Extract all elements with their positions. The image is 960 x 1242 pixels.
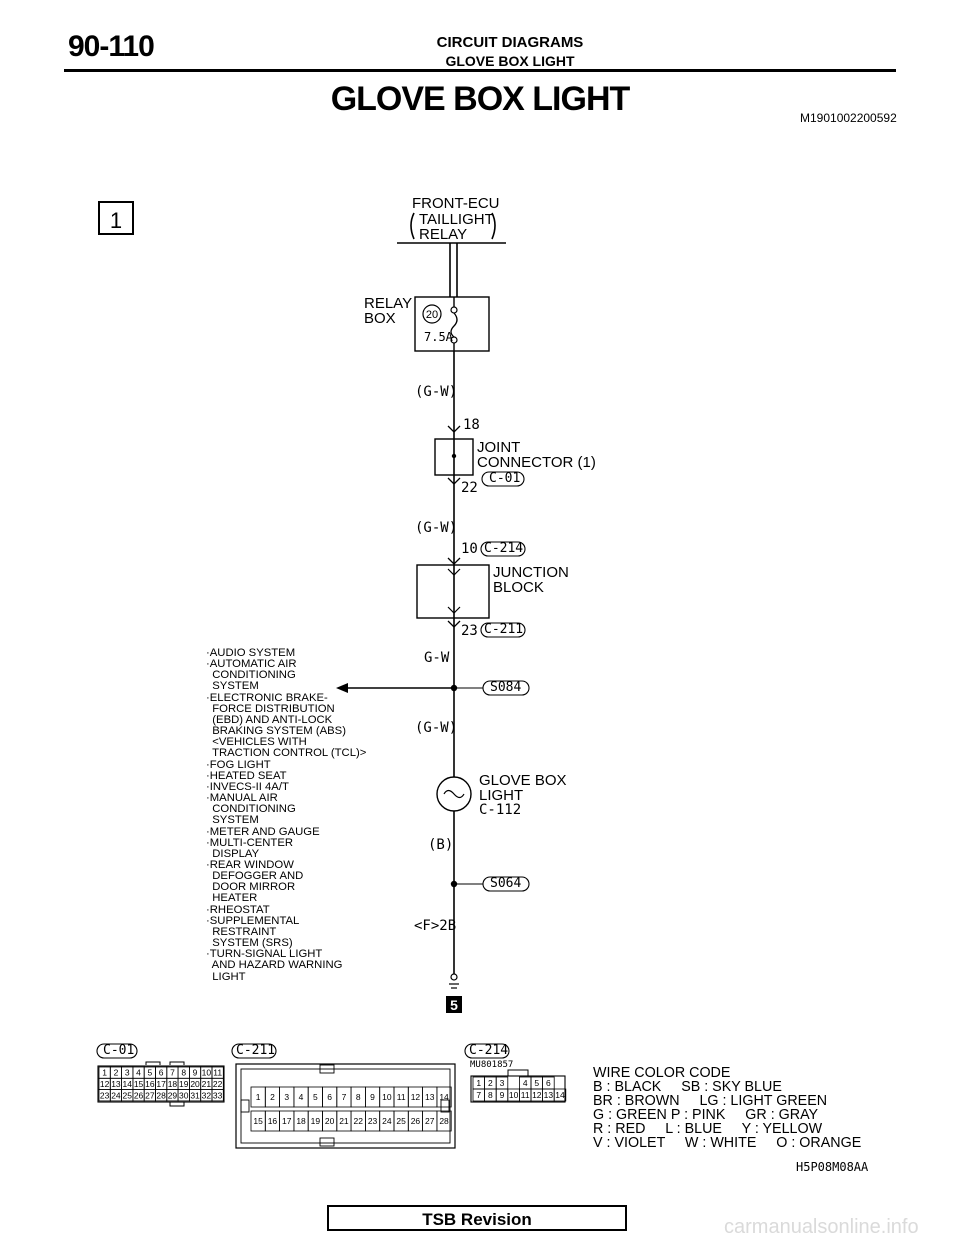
wire-color-code-title: WIRE COLOR CODE <box>593 1065 731 1081</box>
relay-box-label: RELAY BOX <box>364 295 413 327</box>
connector-pin-number: 2 <box>113 1067 119 1078</box>
connected-systems-list: ·AUDIO SYSTEM ·AUTOMATIC AIR CONDITIONING SYSTEM ·ELECTRONIC BRAKE- FORCE DISTRIBUTION (EBD) AND ANTI-LOCK BRAKING SYSTEM (ABS) <VEHICLES WITH TRACTION CONTROL (TCL)> ·FOG LIGHT ·HEATED SEAT ·INVECS-II 4A/T ·MANUAL AIR CONDITIONING SYSTEM ·METER AND GAUGE ·MULTI-CENTER DISPLAY ·REAR WINDOW DEFOGGER AND DOOR MIRROR HEATER ·RHEOSTAT ·SUPPLEMENTAL RESTRAINT SYSTEM (SRS) ·TURN-SIGNAL LIGHT AND HAZARD WARNING LIGHT <box>206 647 367 983</box>
connector-pin-number: 10 <box>201 1067 212 1078</box>
c01-connector-face <box>98 1062 224 1106</box>
wire-color-2: (G-W) <box>415 520 458 536</box>
connector-pin-number: 23 <box>99 1090 110 1101</box>
splice-s084-tag: S084 <box>490 680 522 695</box>
document-id: M1901002200592 <box>800 111 897 125</box>
conn-c214-tag: C-214 <box>484 541 524 556</box>
c01-top-key <box>146 1062 160 1065</box>
connector-pin-number: 5 <box>312 1092 318 1103</box>
wire-color-line: V : VIOLET W : WHITE O : ORANGE <box>593 1135 862 1151</box>
connector-pin-number: 9 <box>370 1092 375 1103</box>
connector-pin-number: 20 <box>190 1079 200 1090</box>
c211-latch-left <box>241 1100 249 1112</box>
connector-pin-number: 12 <box>532 1090 542 1101</box>
connector-pin-number: 8 <box>355 1092 361 1103</box>
connector-pin-number: 29 <box>167 1090 178 1101</box>
c211-body <box>236 1064 455 1148</box>
tsb-revision: TSB Revision <box>327 1205 627 1231</box>
wire-color-line: BR : BROWN LG : LIGHT GREEN <box>593 1093 828 1109</box>
c211-connector-face <box>236 1064 455 1148</box>
front-ecu-sub-label: TAILLIGHT RELAY <box>419 211 494 243</box>
connector-pin-number: 4 <box>136 1067 141 1078</box>
connector-pin-number: 19 <box>310 1116 321 1127</box>
ground-reference: <F>2B <box>414 918 457 934</box>
connector-pin-number: 17 <box>156 1079 166 1090</box>
connector-pin-number: 9 <box>499 1090 505 1101</box>
connector-pin-number: 31 <box>190 1090 200 1101</box>
connector-pin-number: 6 <box>158 1067 164 1078</box>
connector-pin-number: 20 <box>324 1116 335 1127</box>
connector-pin-number: 30 <box>179 1090 189 1101</box>
conn-c211-tag: C-211 <box>484 622 524 637</box>
subsection-title: GLOVE BOX LIGHT <box>445 53 575 69</box>
c01-bottom-key <box>170 1102 184 1106</box>
glove-box-light-connector: C-112 <box>479 802 522 818</box>
page-number: 90-110 <box>68 30 154 63</box>
connector-pin-number: 32 <box>201 1090 212 1101</box>
wire-color-4: (G-W) <box>415 720 458 736</box>
pin-22: 22 <box>461 480 478 496</box>
connector-pin-number: 6 <box>327 1092 333 1103</box>
connector-pin-number: 15 <box>133 1079 144 1090</box>
junction-block-label: JUNCTION BLOCK <box>493 564 569 596</box>
c211-connector-label: C-211 <box>236 1043 276 1058</box>
wire-color-line: B : BLACK SB : SKY BLUE <box>593 1079 782 1095</box>
wire-color-5: (B) <box>428 837 454 853</box>
ground-box-number: 5 <box>450 997 458 1013</box>
pin-10: 10 <box>461 541 478 557</box>
connector-pin-number: 18 <box>296 1116 306 1127</box>
connector-pin-number: 25 <box>122 1090 132 1101</box>
joint-connector-label: JOINT CONNECTOR (1) <box>477 439 596 471</box>
connector-pin-number: 9 <box>192 1067 198 1078</box>
connector-pin-number: 7 <box>476 1090 482 1101</box>
connector-pin-number: 13 <box>111 1079 121 1090</box>
connector-pin-number: 21 <box>339 1116 349 1127</box>
connector-pin-number: 6 <box>546 1078 551 1089</box>
connector-pin-number: 10 <box>382 1092 392 1103</box>
connector-pin-number: 12 <box>410 1092 421 1103</box>
wire-color-line: R : RED L : BLUE Y : YELLOW <box>593 1121 823 1137</box>
connector-pin-number: 1 <box>476 1078 482 1089</box>
connector-pin-number: 21 <box>201 1079 212 1090</box>
fuse-terminal-top <box>451 307 457 313</box>
section-title: CIRCUIT DIAGRAMS <box>436 34 584 51</box>
splice-s084-node <box>451 685 457 691</box>
connector-pin-number: 28 <box>439 1116 449 1127</box>
conn-c01-tag: C-01 <box>489 471 521 486</box>
splice-s064-node <box>451 881 457 887</box>
connector-pin-number: 26 <box>410 1116 421 1127</box>
wire-color-line: G : GREEN P : PINK GR : GRAY <box>593 1107 819 1123</box>
c211-inner <box>241 1069 450 1143</box>
junction-block-outline <box>417 565 489 618</box>
connector-pin-number: 16 <box>145 1079 155 1090</box>
front-ecu-bracket-left <box>411 213 414 239</box>
connector-pin-number: 3 <box>499 1078 505 1089</box>
wire-color-1: (G-W) <box>415 384 458 400</box>
connector-pin-number: 13 <box>543 1090 554 1101</box>
connector-pin-number: 14 <box>122 1079 132 1090</box>
connector-pin-number: 3 <box>124 1067 130 1078</box>
connector-pin-number: 24 <box>382 1116 392 1127</box>
fuse-rating: 7.5A <box>424 330 453 344</box>
connector-pin-number: 27 <box>425 1116 435 1127</box>
connector-pin-number: 2 <box>270 1092 275 1103</box>
connector-pin-number: 23 <box>367 1116 378 1127</box>
wire-color-3: G-W <box>424 650 450 666</box>
glove-box-light-label: GLOVE BOX LIGHT <box>479 772 567 804</box>
connector-pin-number: 14 <box>555 1090 565 1101</box>
pin-23: 23 <box>461 623 478 639</box>
connector-pin-number: 7 <box>341 1092 347 1103</box>
c211-latch-bottom <box>320 1138 334 1146</box>
c214-part-number: MU801857 <box>470 1060 514 1070</box>
connector-pin-number: 22 <box>212 1079 223 1090</box>
connector-pin-number: 4 <box>298 1092 304 1103</box>
pin-18: 18 <box>463 417 480 433</box>
connector-pin-number: 14 <box>439 1092 449 1103</box>
connector-pin-number: 24 <box>111 1090 121 1101</box>
connector-pin-number: 25 <box>396 1116 406 1127</box>
connector-pin-number: 7 <box>170 1067 175 1078</box>
connector-pin-number: 5 <box>147 1067 153 1078</box>
c214-connector-label: C-214 <box>469 1043 509 1058</box>
c01-connector-label: C-01 <box>103 1043 135 1058</box>
connector-pin-number: 26 <box>133 1090 144 1101</box>
connector-pin-number: 15 <box>253 1116 263 1127</box>
connector-pin-number: 28 <box>156 1090 166 1101</box>
connector-pin-number: 2 <box>488 1078 493 1089</box>
watermark: carmanualsonline.info <box>724 1216 919 1238</box>
figure-code: H5P08M08AA <box>796 1160 869 1174</box>
ground-terminal <box>451 974 457 980</box>
c214-key <box>508 1070 528 1076</box>
connector-pin-number: 22 <box>353 1116 363 1127</box>
connector-pin-number: 11 <box>396 1092 406 1103</box>
connector-pin-number: 11 <box>520 1090 530 1101</box>
connector-pin-number: 16 <box>267 1116 278 1127</box>
connector-pin-number: 3 <box>284 1092 290 1103</box>
connector-pin-number: 27 <box>145 1090 155 1101</box>
fuse-number: 20 <box>425 309 439 321</box>
connector-pin-number: 1 <box>255 1092 261 1103</box>
page-box-number: 1 <box>109 208 123 233</box>
connector-pin-number: 17 <box>282 1116 292 1127</box>
connector-pin-number: 19 <box>179 1079 189 1090</box>
c01-top-key-2 <box>170 1062 184 1065</box>
joint-node <box>452 454 456 458</box>
c214-connector-face <box>471 1070 566 1102</box>
page-title: GLOVE BOX LIGHT <box>330 80 630 118</box>
connector-pin-number: 8 <box>488 1090 493 1101</box>
connector-pin-number: 4 <box>522 1078 528 1089</box>
splice-s064-tag: S064 <box>490 876 522 891</box>
connector-pin-number: 12 <box>99 1079 110 1090</box>
front-ecu-label: FRONT-ECU <box>412 195 500 212</box>
connector-pin-number: 1 <box>102 1067 108 1078</box>
connector-pin-number: 13 <box>425 1092 435 1103</box>
connector-pin-number: 11 <box>213 1067 223 1078</box>
connector-pin-number: 10 <box>508 1090 519 1101</box>
connector-pin-number: 5 <box>534 1078 540 1089</box>
connector-pin-number: 33 <box>212 1090 223 1101</box>
connector-pin-number: 8 <box>181 1067 187 1078</box>
connector-pin-number: 18 <box>167 1079 178 1090</box>
